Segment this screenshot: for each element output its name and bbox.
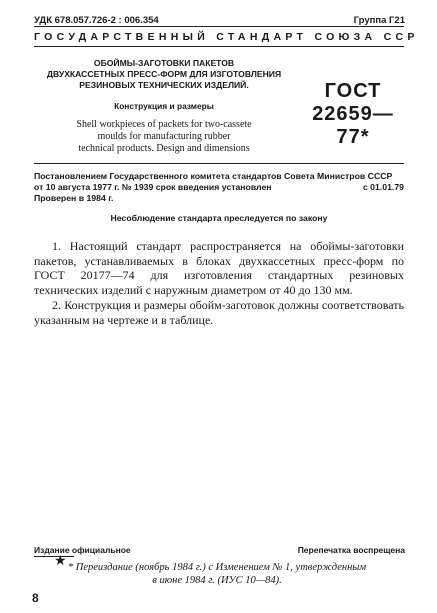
- footnote-line-1: * Переиздание (ноябрь 1984 г.) с Изменением № 1, утвержденным: [67, 562, 367, 573]
- title-line-1: ОБОЙМЫ-ЗАГОТОВКИ ПАКЕТОВ: [93, 58, 235, 68]
- english-title-line-2: moulds for manufacturing rubber: [97, 131, 231, 142]
- top-rule: [34, 26, 404, 27]
- decree-date: от 10 августа 1977 г. № 1939 срок введения установлен: [34, 182, 272, 192]
- law-notice: Несоблюдение стандарта преследуется по закону: [110, 213, 328, 223]
- official-edition: Издание официальное: [34, 545, 131, 555]
- paragraph-1: 1. Настоящий стандарт распространяется на обоймы-заготовки пакетов, устанавливаемых в блоках двухкассетных пресс-форм по ГОСТ 20177—74 для изготовления стандартных резиновых технических изделий с наружным диаметром от 40 до 130 мм.: [34, 239, 404, 298]
- paragraph-2: 2. Конструкция и размеры обойм-заготовок должны соответствовать указанным на чертеже и в таблице.: [34, 298, 404, 327]
- english-title-line-1: Shell workpieces of packets for two-cassete: [76, 119, 252, 130]
- udk-code: УДК 678.057.726-2 : 006.354: [34, 15, 159, 26]
- english-title-line-3: technical products. Design and dimensions: [78, 143, 250, 154]
- gost-number: 22659—77*: [312, 103, 394, 148]
- page-number: 8: [32, 591, 39, 605]
- gost-label: ГОСТ: [324, 80, 382, 102]
- title-bottom-rule: [34, 163, 404, 164]
- decree-line-2: [34, 182, 404, 194]
- banner-rule: [34, 46, 404, 47]
- reprint-notice: Перепечатка воспрещена: [297, 545, 405, 555]
- title-line-3: РЕЗИНОВЫХ ТЕХНИЧЕСКИХ ИЗДЕЛИЙ.: [79, 80, 249, 90]
- decree-effective-date: с 01.01.79: [362, 182, 404, 192]
- standard-banner: ГОСУДАРСТВЕННЫЙ СТАНДАРТ СОЮЗА ССР: [34, 31, 419, 43]
- title-line-2: ДВУХКАССЕТНЫХ ПРЕСС-ФОРМ ДЛЯ ИЗГОТОВЛЕНИЯ: [46, 69, 282, 79]
- footnote-line-2: в июне 1984 г. (ИУС 10—84).: [152, 575, 282, 586]
- group-code: Группа Г21: [353, 15, 405, 26]
- title-subtitle: Конструкция и размеры: [114, 101, 214, 111]
- decree-checked: Проверен в 1984 г.: [34, 193, 114, 203]
- footnote: [62, 561, 372, 587]
- star-icon: ★: [54, 554, 67, 569]
- decree-line-1: Постановлением Государственного комитета стандартов Совета Министров СССР: [34, 171, 393, 181]
